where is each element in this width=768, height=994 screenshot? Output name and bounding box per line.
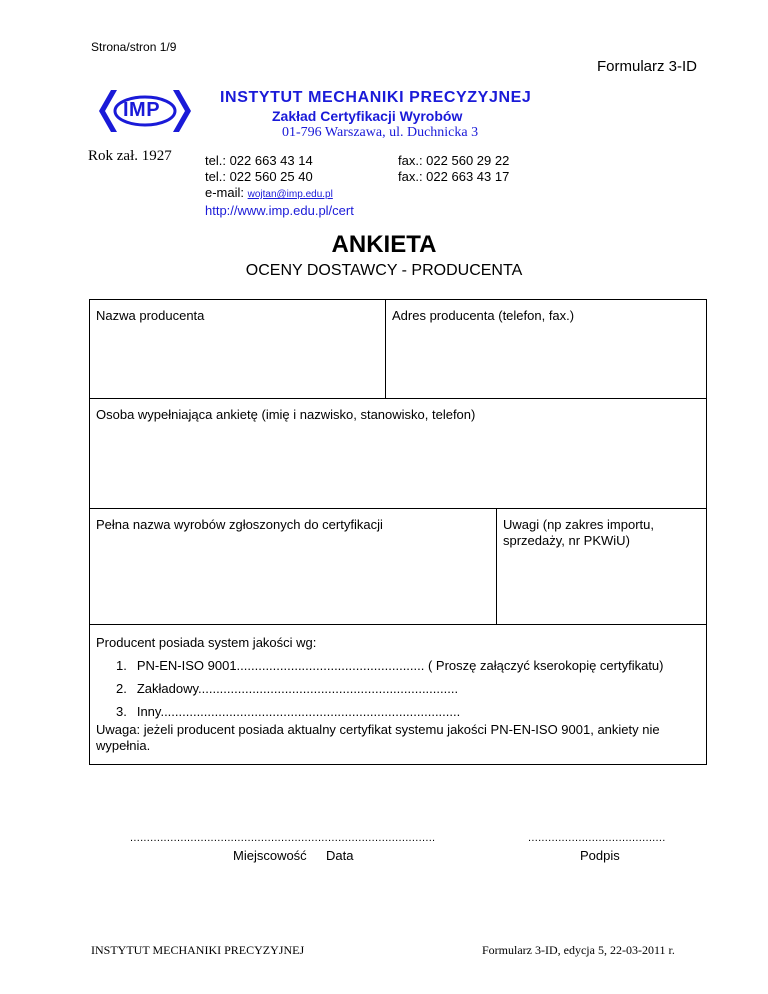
quality-intro: Producent posiada system jakości wg: (96, 635, 317, 650)
remarks-field[interactable] (496, 508, 707, 625)
producer-name-label: Nazwa producenta (96, 308, 205, 323)
products-label: Pełna nazwa wyrobów zgłoszonych do certyfikacji (96, 517, 383, 532)
logo-text: IMP (123, 99, 161, 121)
place-date-line[interactable]: ........................................................................................... (130, 832, 436, 844)
item-text: PN-EN-ISO 9001.................................................... ( Proszę załączyć kserokopię certyfikatu) (136, 658, 664, 673)
institute-name: INSTYTUT MECHANIKI PRECYZYJNEJ (220, 89, 532, 106)
contact-faxes (398, 153, 509, 185)
remarks-label: Uwagi (np zakres importu, sprzedaży, nr PKWiU) (503, 517, 654, 548)
imp-logo (97, 88, 193, 134)
item-number: 2. (116, 681, 127, 696)
quality-system-section (89, 624, 707, 765)
person-label: Osoba wypełniająca ankietę (imię i nazwisko, stanowisko, telefon) (96, 407, 476, 422)
item-text: Zakładowy........................................................................ (136, 681, 459, 696)
producer-name-field[interactable] (89, 299, 386, 399)
quality-item-2[interactable] (116, 681, 458, 696)
quality-item-1[interactable] (116, 658, 664, 673)
website-link[interactable]: http://www.imp.edu.pl/cert (205, 203, 354, 218)
signature-label: Podpis (580, 848, 620, 863)
tel-1: tel.: 022 663 43 14 (205, 153, 313, 168)
tel-2: tel.: 022 560 25 40 (205, 169, 313, 184)
item-number: 1. (116, 658, 127, 673)
footer-form-info: Formularz 3-ID, edycja 5, 22-03-2011 r. (482, 943, 675, 957)
item-text: Inny................................................................................... (136, 704, 461, 719)
department-name: Zakład Certyfikacji Wyrobów (272, 108, 463, 124)
email-link[interactable]: wojtan@imp.edu.pl (247, 189, 333, 200)
date-label: Data (326, 848, 354, 863)
producer-address-label: Adres producenta (telefon, fax.) (392, 308, 575, 323)
signature-line[interactable]: ......................................... (528, 832, 666, 844)
products-field[interactable] (89, 508, 497, 625)
place-label: Miejscowość (233, 848, 307, 863)
producer-address-field[interactable] (385, 299, 707, 399)
fax-1: fax.: 022 560 29 22 (398, 153, 510, 168)
founded-year: Rok zał. 1927 (88, 148, 172, 164)
fax-2: fax.: 022 663 43 17 (398, 169, 510, 184)
page-number: Strona/stron 1/9 (91, 40, 177, 54)
contact-phones (205, 153, 354, 219)
email-label: e-mail: (205, 185, 248, 200)
quality-note: Uwaga: jeżeli producent posiada aktualny certyfikat systemu jakości PN-EN-ISO 9001, ankiety nie wypełnia. (96, 722, 660, 753)
document-subtitle: OCENY DOSTAWCY - PRODUCENTA (245, 262, 523, 279)
document-title: ANKIETA (331, 231, 437, 258)
institute-address: 01-796 Warszawa, ul. Duchnicka 3 (282, 125, 479, 140)
footer-institute: INSTYTUT MECHANIKI PRECYZYJNEJ (91, 943, 305, 957)
person-field[interactable] (89, 398, 707, 509)
item-number: 3. (116, 704, 127, 719)
form-code: Formularz 3-ID (597, 58, 698, 75)
email-line (205, 185, 354, 203)
quality-item-3[interactable] (116, 704, 460, 719)
